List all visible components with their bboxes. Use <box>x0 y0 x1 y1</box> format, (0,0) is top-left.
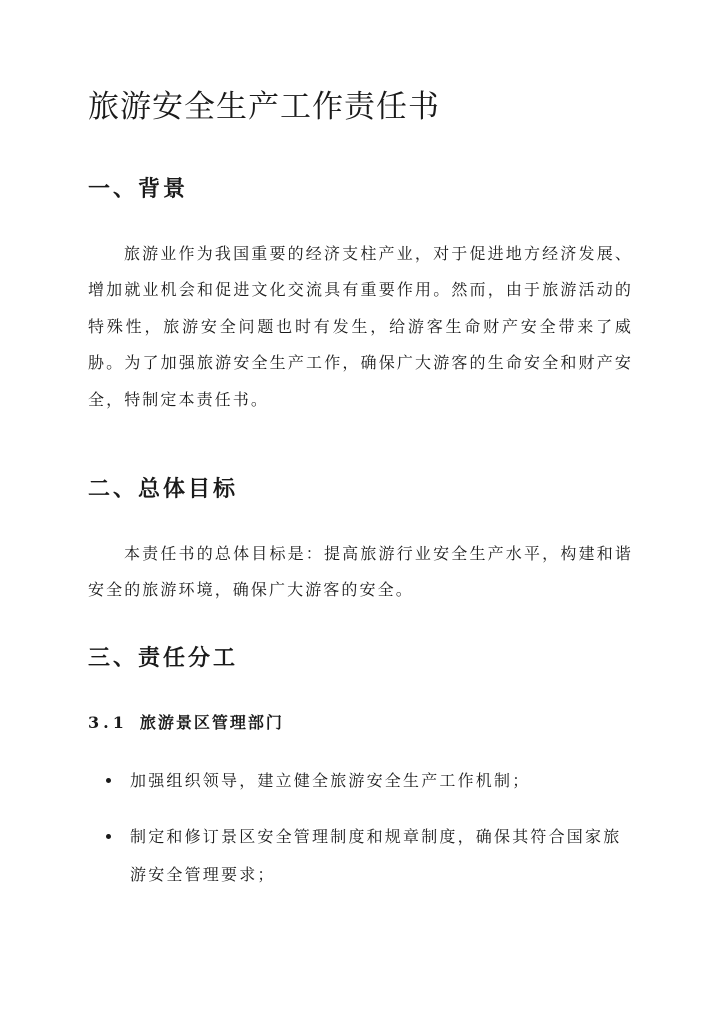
list-item <box>100 762 630 800</box>
duty-bullet-list <box>100 762 630 912</box>
subsection-number: 3.1 <box>88 713 128 732</box>
list-item <box>100 818 630 894</box>
bullet-icon <box>106 834 111 839</box>
subsection-heading <box>88 708 284 738</box>
subsection-title: 旅游景区管理部门 <box>139 713 284 732</box>
section-heading-duty: 三、责任分工 <box>88 645 239 671</box>
list-item-text: 加强组织领导，建立健全旅游安全生产工作机制； <box>130 771 531 790</box>
goal-paragraph: 本责任书的总体目标是：提高旅游行业安全生产水平，构建和谐安全的旅游环境，确保广大游客的安全。 <box>88 544 633 600</box>
bullet-icon <box>106 778 111 783</box>
document-title: 旅游安全生产工作责任书 <box>88 89 440 125</box>
background-paragraph: 旅游业作为我国重要的经济支柱产业，对于促进地方经济发展、增加就业机会和促进文化交流具有重要作用。然而，由于旅游活动的特殊性，旅游安全问题也时有发生，给游客生命财产安全带来了威胁。为了加强旅游安全生产工作，确保广大游客的生命安全和财产安全，特制定本责任书。 <box>88 244 633 409</box>
section-heading-background: 一、背景 <box>88 176 189 202</box>
list-item-text: 制定和修订景区安全管理制度和规章制度，确保其符合国家旅游安全管理要求； <box>130 827 622 884</box>
section-heading-goal: 二、总体目标 <box>88 476 239 502</box>
